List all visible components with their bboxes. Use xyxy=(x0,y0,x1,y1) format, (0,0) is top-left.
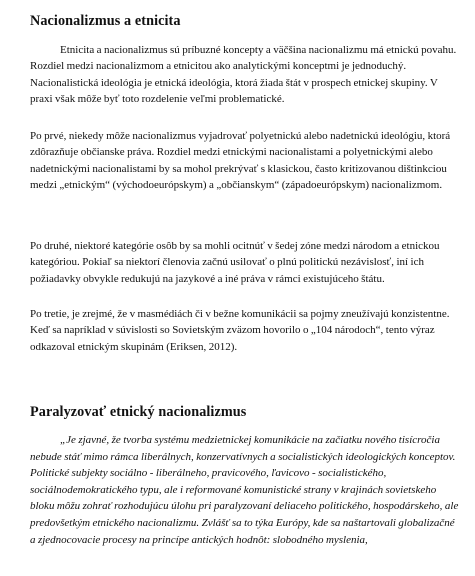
paragraph-second: Po druhé, niektoré kategórie osôb by sa mohli ocitnúť v šedej zóne medzi národom a etnickou kategóriou. Pokiaľ sa niektorí členovia začnú usilovať o plnú politickú nezávislosť, iní ich požiadavky obvykle redukujú na jazykové a iné práva v rámci existujúceho štátu. xyxy=(30,240,440,285)
quote-paragraph: „Je zjavné, že tvorba systému medzietnickej komunikácie na začiatku nového tisícročia nebude stáť mimo rámca liberálnych, konzervatívnych a socialistických ideologických konceptov. Politické subjekty sociálno - liberálneho, pravicového, ľavicovo - socialistického, sociálnodemokratického typu, ale i reformované komunistické strany v krajinách sovietskeho bloku môžu zohrať rozhodujúcu úlohu pri paralyzovaní deliaceho politického, hospodárskeho, ale predovšetkým etnického nacionalizmu. Zvlášť sa to týka Európy, kde sa naštartovali globalizačné a zjednocovacie procesy na princípe antických hodnôt: slobodného myslenia, xyxy=(30,434,459,546)
paragraph-intro: Etnicita a nacionalizmus sú príbuzné koncepty a väčšina nacionalizmu má etnickú povahu. Rozdiel medzi nacionalizmom a etnicitou ako analytickými konceptmi je jednoduchý. Nacionalistická ideológia je etnická ideológia, ktorá žiada štát v prospech etnickej skupiny. V praxi však môže byť toto rozdelenie veľmi problematické. xyxy=(30,44,457,106)
section-heading-nacionalizmus-a-etnicita: Nacionalizmus a etnicita xyxy=(30,13,181,29)
section-heading-paralyzovat-etnicky-nacionalizmus: Paralyzovať etnický nacionalizmus xyxy=(30,404,247,420)
paragraph-first: Po prvé, niekedy môže nacionalizmus vyjadrovať polyetnickú alebo nadetnickú ideológiu, ktorá zdôrazňuje občianske práva. Rozdiel medzi etnickými nacionalistami a polyetnickými alebo nadetnickými nacionalistami by sa mohol prekrývať s klasickou, často kritizovanou dištinkciou medzi „etnickým“ (východoeurópskym) a „občianskym“ (západoeurópskym) nacionalizmom. xyxy=(30,130,451,192)
paragraph-third: Po tretie, je zrejmé, že v masmédiách či v bežne komunikácii sa pojmy zneužívajú konzistentne. Keď sa napríklad v súvislosti so Sovietským zväzom hovorilo o „104 národoch“, tento výraz odkazoval etnickým skupinám (Eriksen, 2012). xyxy=(30,308,450,353)
